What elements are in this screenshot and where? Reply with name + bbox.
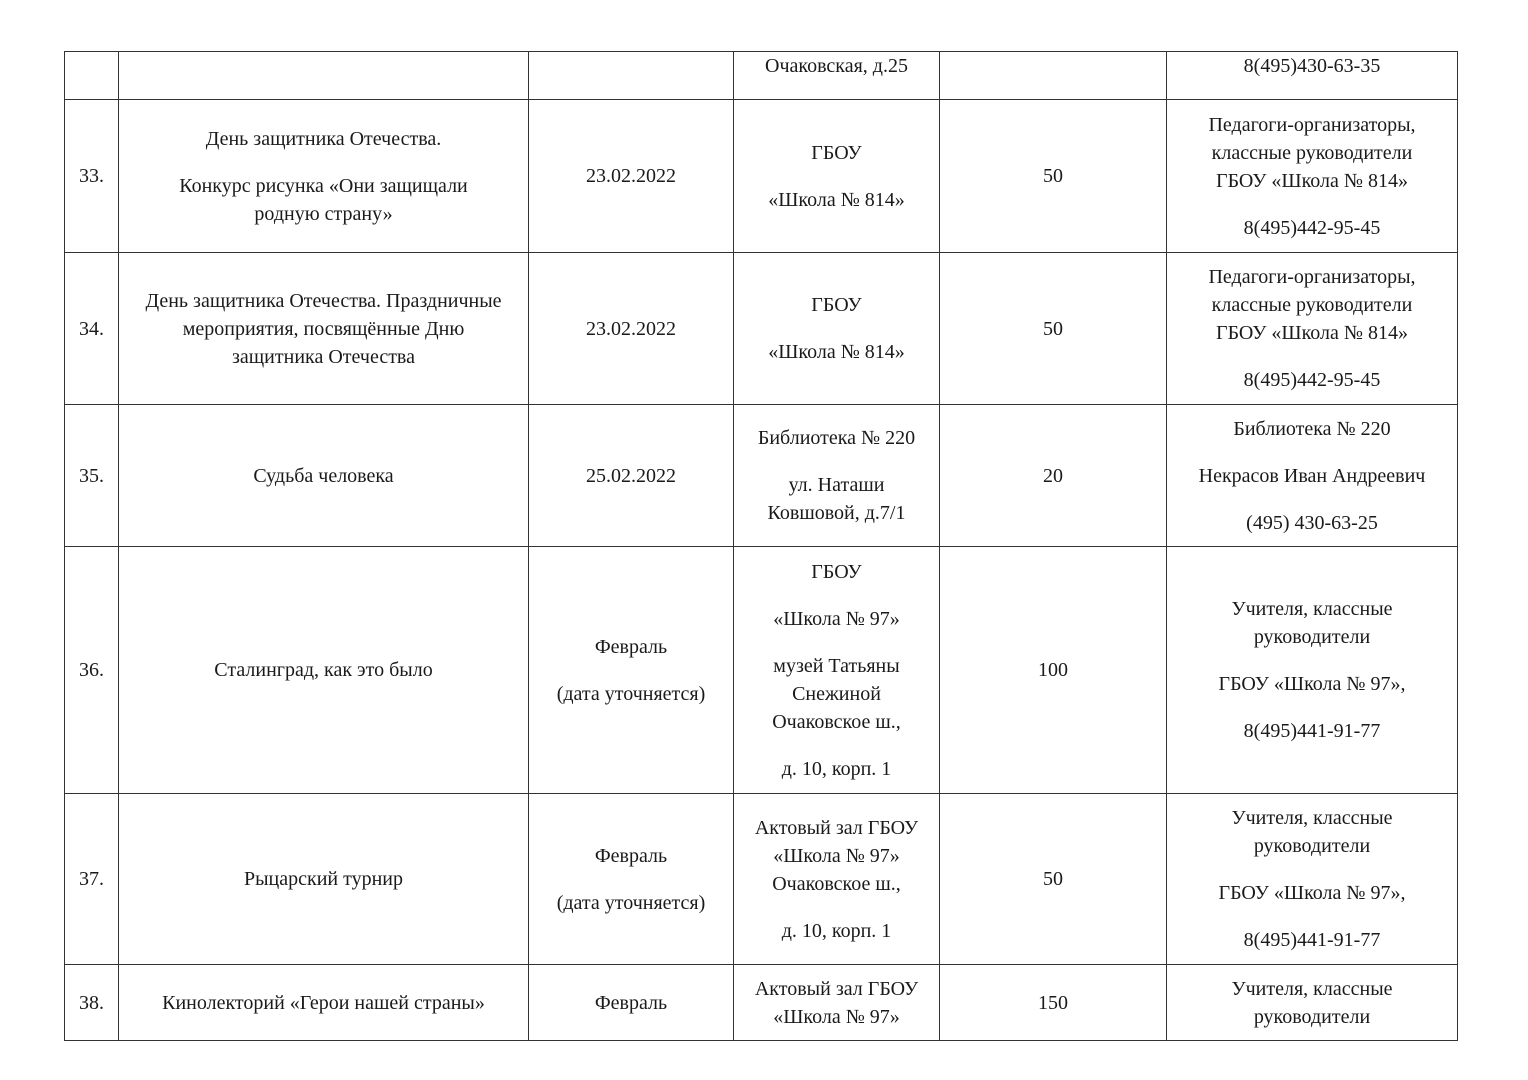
responsible-line: 8(495)430-63-35 (1243, 55, 1381, 77)
place-line: «Школа № 97» (773, 844, 900, 867)
date-cell (529, 547, 734, 794)
responsible-line: 8(495)441-91-77 (1243, 929, 1381, 951)
event-cell (119, 965, 529, 1041)
responsible-line: Библиотека № 220 (1233, 417, 1391, 440)
place-line: музей Татьяны (773, 654, 900, 677)
date-line: Февраль (594, 844, 668, 867)
place-line: Очаковская, д.25 (765, 55, 908, 77)
table-row (65, 253, 1458, 405)
event-cell (119, 794, 529, 965)
participants-count (940, 52, 1167, 100)
place-cell (734, 547, 940, 794)
responsible-line: руководители (1253, 1005, 1371, 1028)
responsible-line: 8(495)441-91-77 (1243, 720, 1381, 742)
table-row (65, 547, 1458, 794)
place-line: ГБОУ (811, 294, 862, 316)
table-row (65, 965, 1458, 1041)
date-line: 23.02.2022 (586, 165, 676, 187)
responsible-line: Учителя, классные (1231, 807, 1393, 829)
event-line: родную страну» (254, 202, 393, 225)
responsible-line: (495) 430-63-25 (1246, 511, 1378, 534)
place-line: Библиотека № 220 (757, 427, 916, 449)
responsible-line: Учителя, классные (1231, 598, 1393, 620)
date-cell (529, 965, 734, 1041)
place-line: «Школа № 97» (773, 1005, 900, 1028)
place-cell (734, 405, 940, 547)
place-cell (734, 794, 940, 965)
row-number: 37. (65, 794, 119, 965)
place-line: ГБОУ (811, 560, 862, 583)
event-cell (119, 253, 529, 405)
responsible-line: руководители (1253, 835, 1371, 857)
place-line: ГБОУ (811, 141, 862, 164)
participants-count: 20 (940, 405, 1167, 547)
event-cell (119, 52, 529, 100)
events-table-body (65, 52, 1458, 1041)
place-line: Актовый зал ГБОУ (754, 816, 919, 839)
event-line: защитника Отечества (232, 345, 415, 368)
responsible-cell (1167, 547, 1458, 794)
participants-count: 100 (940, 547, 1167, 794)
place-cell (734, 100, 940, 253)
event-line: День защитника Отечества. Праздничные (145, 289, 502, 312)
place-line: «Школа № 97» (773, 607, 900, 630)
date-line: (дата уточняется) (556, 682, 706, 705)
responsible-line: 8(495)442-95-45 (1243, 216, 1381, 239)
responsible-cell (1167, 405, 1458, 547)
place-line: «Школа № 814» (768, 188, 905, 211)
place-line: ул. Наташи (788, 474, 885, 496)
place-line: д. 10, корп. 1 (781, 757, 892, 780)
row-number: 36. (65, 547, 119, 794)
date-line: Февраль (594, 635, 668, 658)
responsible-cell (1167, 965, 1458, 1041)
date-line: (дата уточняется) (556, 891, 706, 914)
responsible-line: классные руководители (1211, 294, 1413, 316)
table-row (65, 52, 1458, 100)
participants-count: 150 (940, 965, 1167, 1041)
date-line: Февраль (594, 991, 668, 1014)
responsible-line: 8(495)442-95-45 (1243, 369, 1381, 391)
event-line: День защитника Отечества. (205, 127, 442, 150)
date-line: 23.02.2022 (586, 317, 676, 340)
responsible-line: Учителя, классные (1231, 977, 1393, 1000)
table-row (65, 100, 1458, 253)
place-line: Ковшовой, д.7/1 (767, 502, 906, 524)
events-table (64, 51, 1458, 1041)
responsible-line: Педагоги-организаторы, (1208, 266, 1416, 288)
row-number: 34. (65, 253, 119, 405)
responsible-line: ГБОУ «Школа № 814» (1216, 322, 1408, 344)
responsible-line: ГБОУ «Школа № 814» (1216, 169, 1408, 192)
responsible-line: Некрасов Иван Андреевич (1198, 464, 1426, 487)
row-number: 33. (65, 100, 119, 253)
date-cell (529, 794, 734, 965)
event-line: Сталинград, как это было (214, 659, 433, 681)
table-row (65, 405, 1458, 547)
place-cell (734, 965, 940, 1041)
row-number: 35. (65, 405, 119, 547)
participants-count: 50 (940, 100, 1167, 253)
participants-count: 50 (940, 253, 1167, 405)
responsible-line: руководители (1253, 626, 1371, 648)
event-line: мероприятия, посвящённые Дню (182, 317, 465, 340)
responsible-cell (1167, 52, 1458, 100)
place-line: Очаковское ш., (772, 872, 901, 895)
event-line: Конкурс рисунка «Они защищали (179, 174, 468, 197)
responsible-cell (1167, 100, 1458, 253)
event-line: Судьба человека (253, 464, 394, 487)
date-line: 25.02.2022 (586, 464, 676, 487)
event-cell (119, 405, 529, 547)
date-cell (529, 52, 734, 100)
date-cell (529, 405, 734, 547)
place-cell (734, 52, 940, 100)
responsible-line: Педагоги-организаторы, (1208, 113, 1416, 136)
place-line: «Школа № 814» (768, 341, 905, 363)
date-cell (529, 253, 734, 405)
responsible-line: ГБОУ «Школа № 97», (1218, 673, 1406, 695)
responsible-cell (1167, 253, 1458, 405)
responsible-cell (1167, 794, 1458, 965)
row-number: 38. (65, 965, 119, 1041)
place-line: Актовый зал ГБОУ (754, 977, 919, 1000)
date-cell (529, 100, 734, 253)
event-cell (119, 547, 529, 794)
event-line: Рыцарский турнир (243, 868, 404, 890)
place-line: Очаковское ш., (772, 710, 901, 733)
responsible-line: ГБОУ «Школа № 97», (1218, 882, 1406, 904)
table-row (65, 794, 1458, 965)
responsible-line: классные руководители (1211, 141, 1413, 164)
place-cell (734, 253, 940, 405)
place-line: д. 10, корп. 1 (781, 919, 892, 942)
place-line: Снежиной (792, 682, 881, 705)
event-cell (119, 100, 529, 253)
participants-count: 50 (940, 794, 1167, 965)
row-number (65, 52, 119, 100)
event-line: Кинолекторий «Герои нашей страны» (162, 991, 485, 1014)
